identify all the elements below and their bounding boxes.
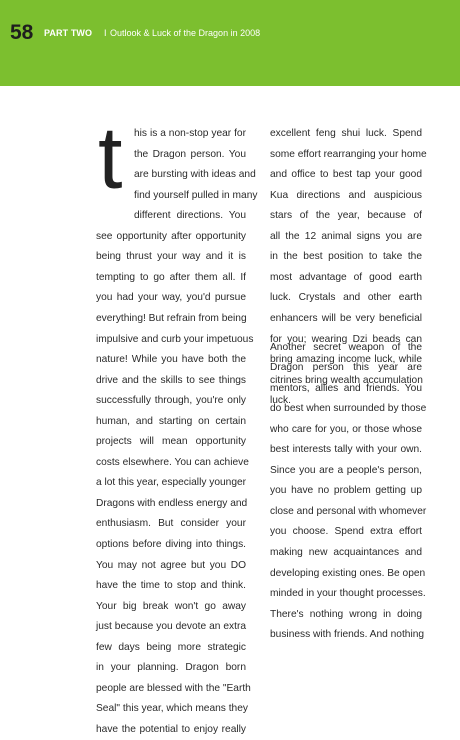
article-line: do best when surrounded by those [270,403,427,415]
article-line: his is a non-stop year for [134,128,246,139]
article-line: all the 12 animal signs you are [270,230,422,242]
article-line: the Dragon person. You [134,148,246,160]
article-line: you had your way, you'd pursue [96,292,246,304]
article-line: developing existing ones. Be open [270,567,426,579]
article-line: drive and the skills to see things [96,374,246,386]
article-line: human, and starting on certain [96,415,246,427]
article-line: bring amazing income luck, while [270,354,422,366]
article-line: Kua directions and auspicious [270,189,422,201]
article-line: who care for you, or those whose [270,423,422,435]
article-line: a lot this year, especially younger [96,477,247,489]
article-line: enhancers will be very beneficial [270,312,422,324]
article-line: just because you devote an extra [96,621,246,633]
article-line: Dragons with endless energy and [96,497,248,509]
article-line: mentors, allies and friends. You [270,382,422,394]
article-line: costs elsewhere. You can achieve [96,456,249,468]
article-line: luck. [270,395,291,407]
section-separator: I [104,28,107,38]
article-line: people are blessed with the "Earth [96,682,251,694]
page-number: 58 [10,21,34,44]
article-line: are bursting with ideas and [134,169,256,181]
article-line: in the best position to take the [270,251,422,263]
article-line: Another secret weapon of the [270,341,422,353]
article-line: Your big break won't go away [96,600,246,612]
drop-cap: t [98,108,123,207]
article-line: have the potential to enjoy really [96,723,246,735]
article-line: options before diving into things. [96,539,246,550]
article-line: have the time to stop and think. [96,580,246,592]
article-line: tempting to go after them all. If [96,271,246,283]
section-title: Outlook & Luck of the Dragon in 2008 [110,28,261,38]
article-line: and office to best tap your good [270,169,422,181]
article-line: close and personal with whomever [270,505,427,517]
article-line: You may not agree but you DO [96,559,246,571]
article-line: Since you are a people's person, [270,464,422,476]
article-line: projects will mean opportunity [96,436,246,448]
section-label: PART TWO [44,28,93,38]
article-line: nature! While you have both the [96,354,246,366]
article-line: stars of the year, because of [270,210,422,222]
article-line: luck. Crystals and other earth [270,292,422,304]
article-line: minded in your thought processes. [270,588,426,600]
article-line: for you; wearing Dzi beads can [270,333,422,345]
article-line: successfully through, you're only [96,395,246,407]
article-line: some effort rearranging your home [270,148,427,160]
article-line: excellent feng shui luck. Spend [270,128,422,139]
article-line: making new acquaintances and [270,547,422,558]
article-line: impulsive and curb your impetuous [96,333,254,345]
article-line: see opportunity after opportunity [96,230,246,242]
article-line: find yourself pulled in many [134,189,258,201]
article-line: citrines bring wealth accumulation [270,374,423,386]
article-line: everything! But refrain from being [96,312,247,324]
article-line: in your planning. Dragon born [96,662,246,674]
article-line: being thrust your way and it is [96,251,246,263]
article-line: different directions. You [134,210,246,222]
article-line: Seal" this year, which means they [96,703,248,715]
article-line: Dragon person this year are [270,362,422,374]
article-line: you choose. Spend extra effort [270,526,422,538]
article-line: best interests tally with your own. [270,444,422,456]
article-line: you have no problem getting up [270,485,422,497]
article-line: business with friends. And nothing [270,629,425,641]
article-line: There's nothing wrong in doing [270,608,422,620]
article-line: few days being more strategic [96,641,246,653]
article-line: most advantage of good earth [270,271,422,283]
article-line: enthusiasm. But consider your [96,518,246,530]
header-bar [0,0,460,86]
